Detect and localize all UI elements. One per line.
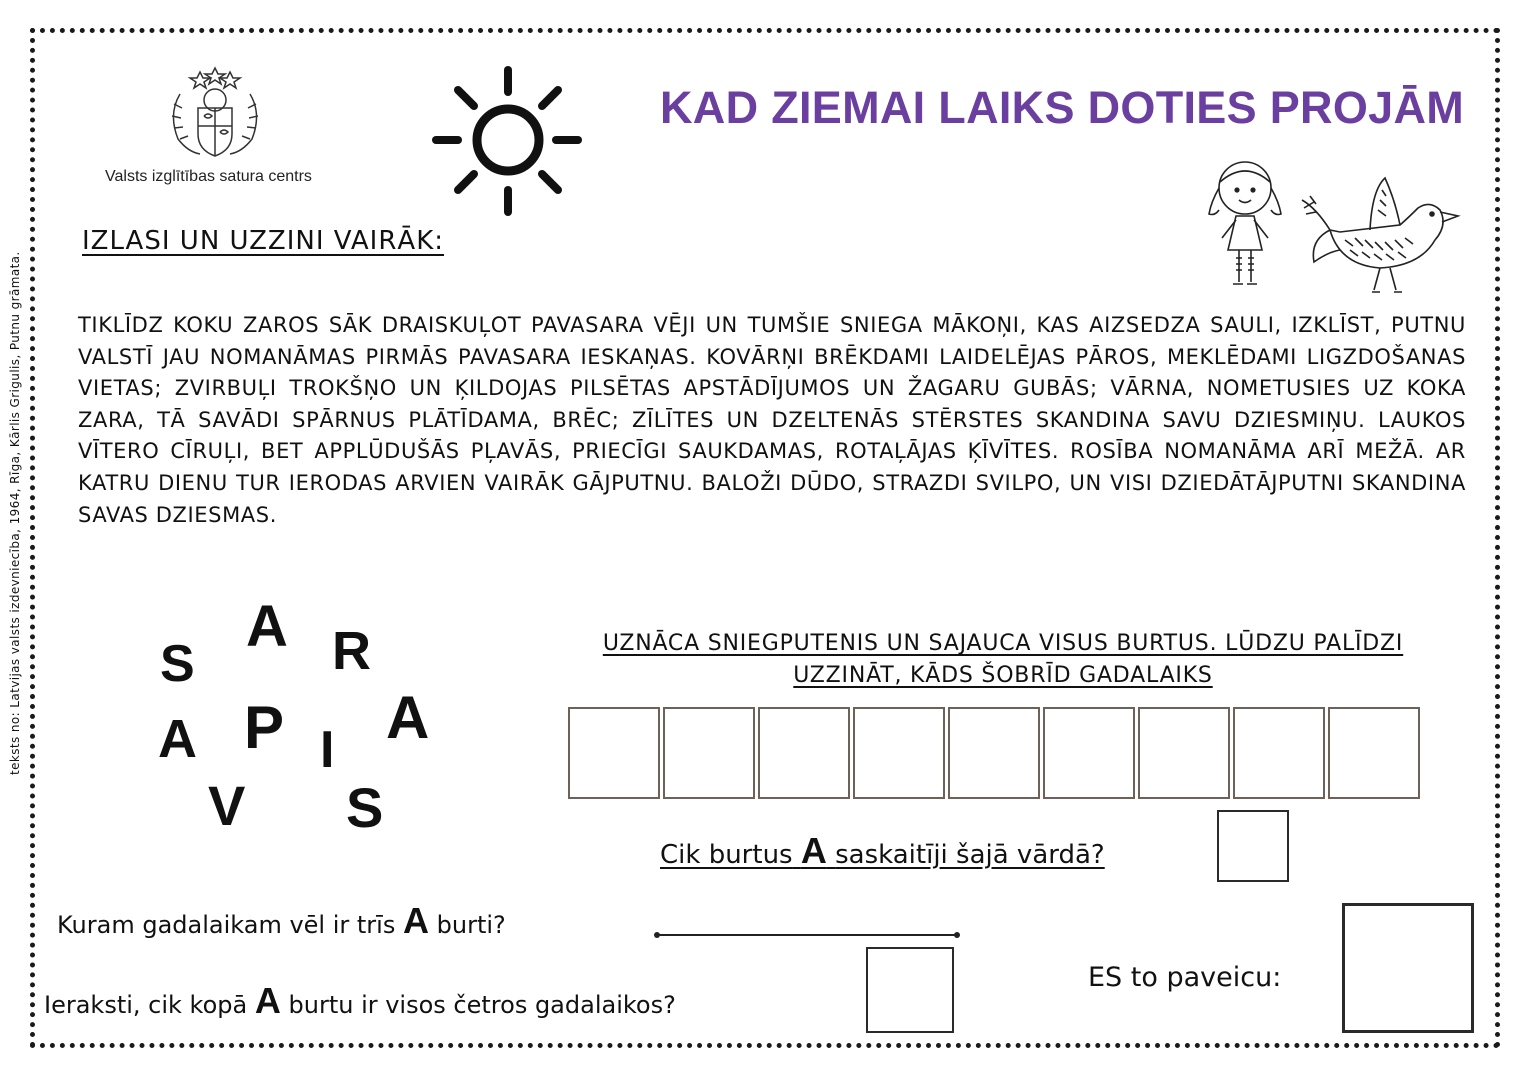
question-text: Cik burtus bbox=[660, 840, 793, 870]
scramble-instruction: UZNĀCA SNIEGPUTENIS UN SAJAUCA VISUS BURTUS. LŪDZU PALĪDZI UZZINĀT, KĀDS ŠOBRĪD GADALAIKS bbox=[602, 631, 1404, 688]
sun-icon bbox=[428, 62, 586, 220]
answer-box[interactable] bbox=[853, 707, 945, 799]
section-heading: IZLASI UN UZZINI VAIRĀK: bbox=[82, 226, 445, 256]
answer-box[interactable] bbox=[568, 707, 660, 799]
answer-box[interactable] bbox=[1138, 707, 1230, 799]
answer-box[interactable] bbox=[948, 707, 1040, 799]
self-check-label: ES to paveicu: bbox=[1088, 962, 1282, 993]
scrambled-letter: A bbox=[386, 684, 430, 751]
question-text: Ieraksti, cik kopā bbox=[44, 991, 248, 1019]
answer-box[interactable] bbox=[663, 707, 755, 799]
letter-a: A bbox=[254, 980, 281, 1021]
question-text: burtu ir visos četros gadalaikos? bbox=[288, 991, 676, 1019]
scrambled-letter: R bbox=[332, 621, 371, 681]
source-credit: teksts no: Latvijas valsts izdevniecība, 1964, Rīga, Kārlis Grigulis, Putnu grāmata. bbox=[8, 251, 22, 775]
letter-a: A bbox=[402, 900, 429, 941]
answer-box[interactable] bbox=[1233, 707, 1325, 799]
bird-icon bbox=[1300, 170, 1465, 302]
page-title: KAD ZIEMAI LAIKS DOTIES PROJĀM bbox=[660, 82, 1465, 133]
answer-box[interactable] bbox=[1328, 707, 1420, 799]
question-text: burti? bbox=[436, 911, 506, 939]
reading-text: TIKLĪDZ KOKU ZAROS SĀK DRAISKUĻOT PAVASARA VĒJI UN TUMŠIE SNIEGA MĀKOŅI, KAS AIZSEDZA SAULI, IZKLĪST, PUTNU VALSTĪ JAU NOMANĀMAS PIRMĀS PAVASARA IESKAŅAS. KOVĀRŅI BRĒKDAMI LAIDELĒJAS PĀROS, MEKLĒDAMI LIGZDOŠANAS VIETAS; ZVIRBUĻI TROKŠŅO UN ĶILDOJAS PILSĒTAS APSTĀDĪJUMOS UN ŽAGARU GUBĀS; VĀRNA, NOMETUSIES UZ KOKA ZARA, TĀ SAVĀDI SPĀRNUS PLĀTĪDAMA, BRĒC; ZĪLĪTES UN DZELTENĀS STĒRSTES SKANDINA SAVU DZIESMIŅU. LAUKOS VĪTERO CĪRUĻI, BET APPLŪDUŠĀS PĻAVĀS, PRIECĪGI SAUKDAMAS, ROTAĻĀJAS ĶĪVĪTES. ROSĪBA NOMANĀMA ARĪ MEŽĀ. AR KATRU DIENU TUR IERODAS ARVIEN VAIRĀK GĀJPUTNU. BALOŽI DŪDO, STRAZDI SVILPO, UN VISI DZIEDĀTĀJPUTNI SKANDINA SAVAS DZIESMAS. bbox=[78, 313, 1466, 527]
answer-boxes bbox=[568, 707, 1423, 799]
scrambled-letter: A bbox=[246, 594, 288, 659]
coat-of-arms-icon bbox=[160, 64, 270, 164]
question-season bbox=[57, 900, 506, 942]
count-answer-box[interactable] bbox=[1217, 810, 1289, 882]
scrambled-letter: S bbox=[160, 635, 195, 693]
scrambled-letter: S bbox=[346, 776, 384, 839]
self-check-box[interactable] bbox=[1342, 903, 1474, 1033]
answer-box[interactable] bbox=[758, 707, 850, 799]
answer-box[interactable] bbox=[1043, 707, 1135, 799]
total-answer-box[interactable] bbox=[866, 947, 954, 1033]
question-count-a bbox=[660, 830, 1105, 872]
answer-line[interactable] bbox=[654, 932, 960, 938]
scrambled-letter: I bbox=[320, 721, 335, 779]
letter-a: A bbox=[800, 830, 827, 871]
organization-name: Valsts izglītības satura centrs bbox=[105, 168, 312, 185]
scrambled-letter: V bbox=[208, 774, 246, 837]
question-text: Kuram gadalaikam vēl ir trīs bbox=[57, 911, 396, 939]
girl-icon bbox=[1200, 158, 1290, 290]
scrambled-letter: A bbox=[158, 709, 197, 769]
question-total-a bbox=[44, 980, 676, 1022]
scrambled-letter: P bbox=[244, 694, 285, 761]
question-text: saskaitīji šajā vārdā? bbox=[835, 840, 1105, 870]
